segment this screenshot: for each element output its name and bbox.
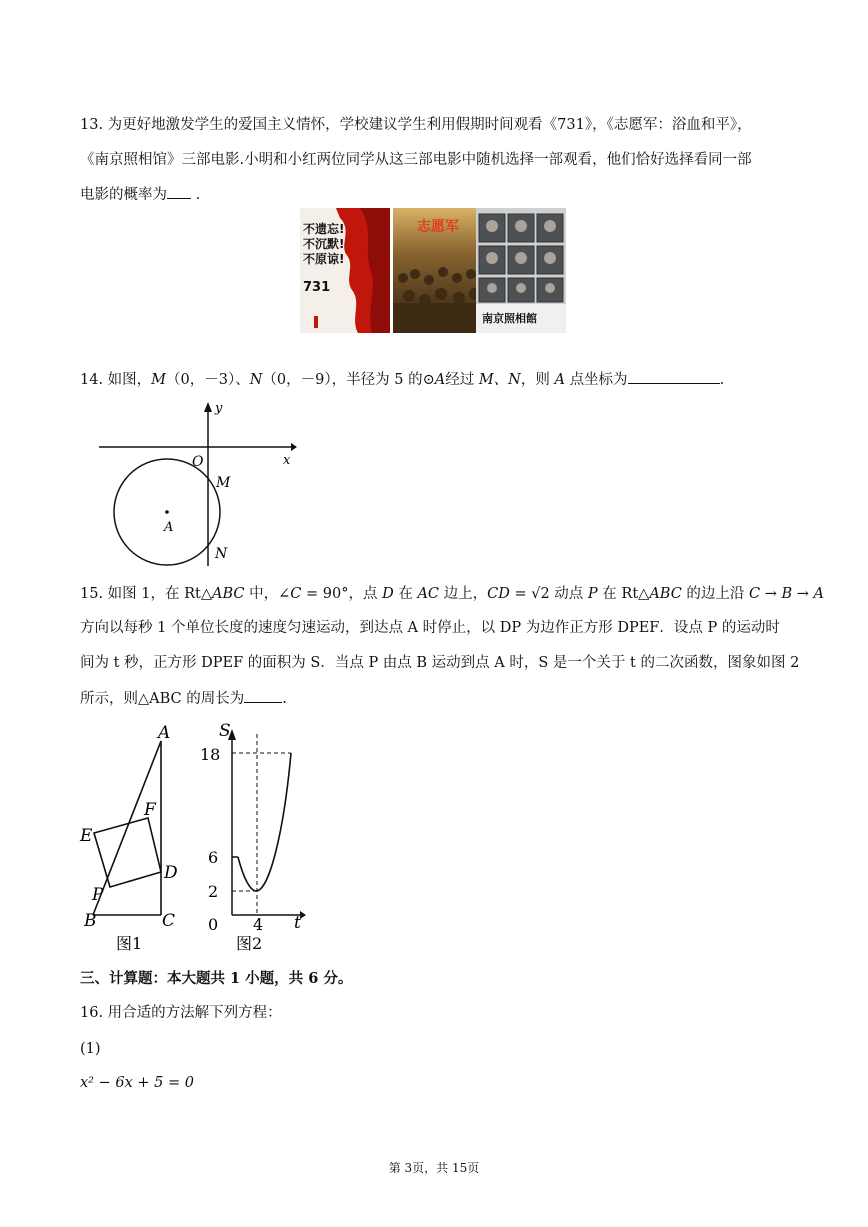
q14-N: N [249, 372, 263, 388]
answer-blank [167, 184, 191, 199]
fig2-label-S: S [219, 721, 231, 741]
q13-line3 [80, 184, 200, 205]
q15-l1-P: P [587, 586, 598, 602]
q15-line1 [80, 584, 824, 604]
label-x: x [283, 453, 291, 468]
q16-equation: x² − 6x + 5 = 0 [80, 1075, 194, 1091]
poster-volunteer [393, 208, 483, 333]
q14-M-coords: （0，－3）、 [166, 372, 250, 388]
poster-nanjing [476, 208, 566, 333]
x-axis-arrow [291, 443, 297, 451]
label-O: O [192, 454, 204, 470]
label-A: A [164, 520, 174, 535]
q15-l1-D: D [382, 586, 394, 602]
q15-l1-c: C [290, 586, 302, 602]
fig2-caption: 图2 [236, 934, 263, 953]
q13-line3-text: 电影的概率为 [80, 187, 167, 203]
fig2-tick-18: 18 [200, 745, 221, 764]
q14-then: ，则 [520, 372, 550, 388]
q15-l1-d: = 90°，点 [301, 586, 383, 602]
label-y: y [215, 401, 223, 416]
fig1-label-E: E [80, 826, 93, 846]
q15-line4 [80, 688, 287, 709]
poster-nanjing-title: 南京照相館 [482, 312, 537, 325]
label-M: M [216, 475, 231, 491]
answer-blank [244, 688, 282, 703]
q15-l1-abc2: ABC [649, 586, 682, 602]
curve-S [238, 753, 291, 891]
fig1-label-B: B [84, 911, 97, 931]
q14-tail: 点坐标为 [569, 372, 628, 388]
q16-part-label: (1) [80, 1041, 101, 1057]
q14-prefix: 14. 如图， [80, 372, 152, 388]
q15-line2: 方向以每秒 1 个单位长度的速度匀速运动，到达点 A 时停止，以 DP 为边作正方形 DPEF．设点 P 的运动时 [80, 620, 780, 636]
q13-line2: 《南京照相馆》三部电影.小明和小红两位同学从这三部电影中随机选择一部观看，他们恰好选择看同一部 [80, 152, 752, 168]
q15-l1-g: = √2 动点 [509, 586, 588, 602]
fig1-label-D: D [164, 863, 178, 883]
fig1-label-P: P [92, 885, 104, 905]
q15-l1-path: C → B → A [749, 586, 824, 602]
q14-M: M [151, 372, 167, 388]
poster-volunteer-title: 志愿军 [417, 219, 459, 235]
q14-MN: M、N [478, 372, 521, 388]
q14-end: . [719, 372, 725, 388]
fig2-tick-6: 6 [208, 848, 219, 867]
poster-731-slogan: 不遗忘! 不沉默! 不原谅! [303, 222, 345, 266]
fig1-caption: 图1 [116, 934, 143, 953]
q14-text [80, 369, 724, 390]
q13-period: . [195, 187, 201, 203]
page-footer: 第 3页，共 15页 [388, 1161, 480, 1175]
q15-figure2 [196, 720, 312, 956]
q13-line1: 13. 为更好地激发学生的爱国主义情怀，学校建议学生利用假期时间观看《731》，《志愿军：浴血和平》， [80, 117, 752, 133]
center-point-A [165, 510, 169, 514]
fig1-label-F: F [144, 800, 156, 820]
section-heading: 三、计算题：本大题共 1 小题，共 6 分。 [80, 970, 353, 987]
fig2-label-t: t [294, 913, 301, 933]
q14-N-coords: （0，－9），半径为 5 的⊙ [262, 372, 435, 388]
q15-l1-f: 边上， [439, 586, 488, 602]
y-axis-arrow [204, 402, 212, 412]
q15-l1-h: 在 Rt△ [597, 586, 650, 602]
label-N: N [215, 546, 228, 562]
poster-731 [300, 208, 390, 333]
fig2-origin: 0 [208, 915, 219, 934]
fig2-tick-2: 2 [208, 882, 219, 901]
q15-figure1 [72, 720, 192, 956]
q15-l4-end: . [282, 691, 287, 707]
q15-l1-a: 15. 如图 1，在 Rt△ [80, 586, 213, 602]
q15-l1-e: 在 [393, 586, 418, 602]
q15-line3: 间为 t 秒，正方形 DPEF 的面积为 S．当点 P 由点 B 运动到点 A 时，S 是一个关于 t 的二次函数，图象如图 2 [80, 655, 800, 671]
q14-A2: A [554, 372, 565, 388]
t-axis-arrow [300, 911, 306, 919]
q15-l1-i: 的边上沿 [681, 586, 750, 602]
q14-A: A [434, 372, 446, 388]
q14-mid: 经过 [445, 372, 475, 388]
q15-l4-text: 所示，则△ABC 的周长为 [80, 691, 245, 707]
answer-blank [628, 369, 720, 384]
q15-l1-CD: CD [487, 586, 510, 602]
q15-l1-AC: AC [417, 586, 440, 602]
q14-circle-figure [95, 398, 315, 570]
poster-731-number: 731 [303, 280, 331, 295]
q16-title: 16. 用合适的方法解下列方程： [80, 1005, 282, 1021]
q15-l1-abc: ABC [212, 586, 245, 602]
q15-l1-b: 中，∠ [244, 586, 291, 602]
fig1-label-C: C [162, 911, 176, 931]
fig1-label-A: A [158, 723, 171, 743]
fig2-tick-4: 4 [253, 915, 264, 934]
